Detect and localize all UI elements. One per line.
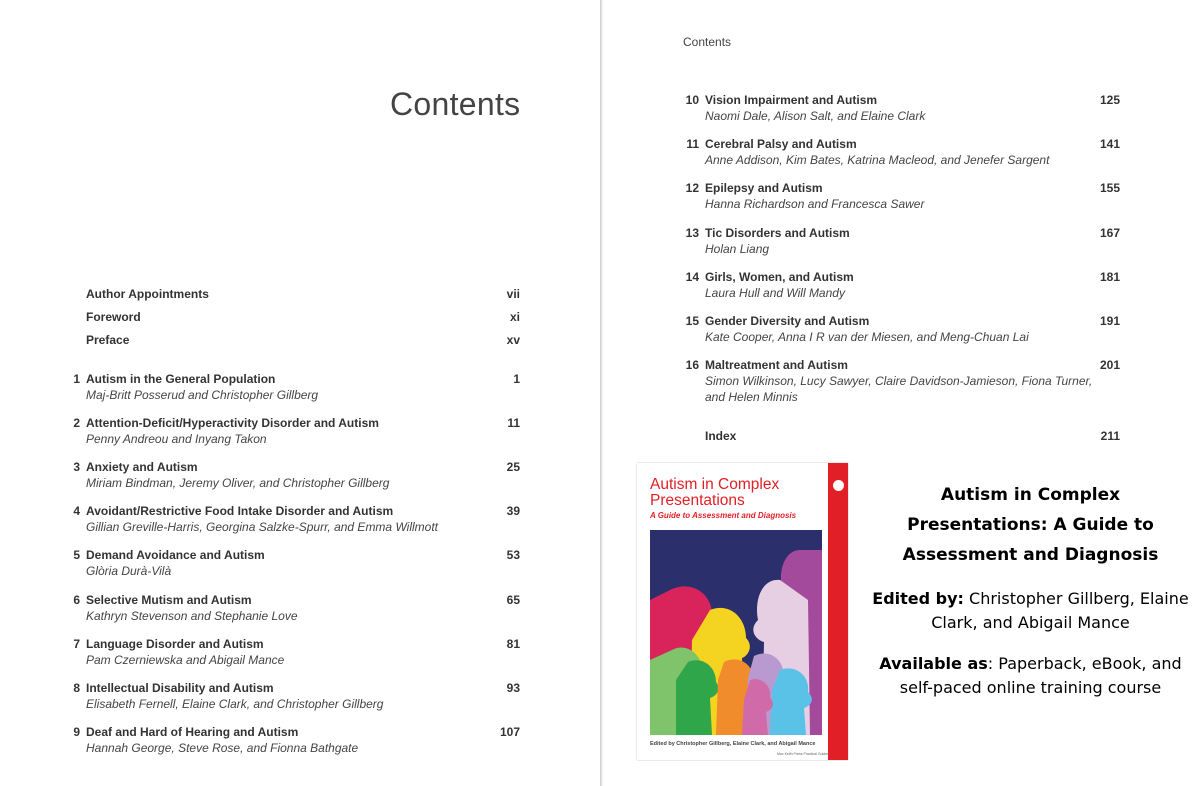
chapter-entry <box>73 372 520 406</box>
chapter-entry <box>683 226 1120 260</box>
front-matter-item <box>86 310 520 326</box>
chapter-number: 8 <box>73 680 80 695</box>
promo-edited-value: Christopher Gillberg, Elaine Clark, and Abigail Mance <box>931 589 1189 632</box>
chapter-page: 125 <box>1099 93 1120 107</box>
silhouettes-illustration <box>650 530 822 735</box>
chapter-authors: Penny Andreou and Inyang Takon <box>86 432 267 447</box>
chapter-entry <box>73 504 520 538</box>
promo-availability <box>868 652 1193 700</box>
chapter-authors: Pam Czerniewska and Abigail Mance <box>86 652 285 667</box>
chapter-authors: Glòria Durà-Vilà <box>86 564 172 579</box>
chapter-page: 155 <box>1099 181 1120 196</box>
promo-edited-label: Edited by: <box>872 589 964 608</box>
chapter-entry <box>683 270 1120 304</box>
chapter-number: 15 <box>685 314 699 328</box>
chapter-page: 167 <box>1099 225 1120 240</box>
promo-title: Autism in Complex Presentations: A Guide to Assessment and Diagnosis <box>902 485 1159 565</box>
front-matter-item <box>86 287 520 303</box>
chapter-page: 191 <box>1099 314 1120 328</box>
chapter-page: 25 <box>506 460 520 475</box>
chapter-number: 5 <box>73 548 80 563</box>
chapter-entry <box>683 358 1120 405</box>
chapter-authors: Maj-Britt Posserud and Christopher Gillberg <box>86 388 319 402</box>
chapter-entry <box>73 637 520 671</box>
chapter-title: Deaf and Hard of Hearing and Autism <box>86 724 299 739</box>
chapter-number: 4 <box>73 504 80 519</box>
cover-series: Mac Keith Press Practical Guides <box>777 752 829 756</box>
chapter-authors: Kate Cooper, Anna I R van der Miesen, and Meng-Chuan Lai <box>705 330 1029 344</box>
chapter-page: 53 <box>506 548 520 563</box>
cover-red-band <box>828 463 848 760</box>
cover-artwork <box>650 530 822 735</box>
chapter-authors: Elisabeth Fernell, Elaine Clark, and Christopher Gillberg <box>86 696 384 711</box>
chapter-title: Autism in the General Population <box>86 372 276 386</box>
chapter-authors: Gillian Greville-Harris, Georgina Salzke-Spurr, and Emma Willmott <box>86 520 438 535</box>
chapter-title: Epilepsy and Autism <box>705 181 823 196</box>
chapter-page: 181 <box>1099 269 1120 284</box>
chapter-entry <box>73 593 520 627</box>
cover-title-line1: Autism in Complex <box>650 476 780 493</box>
promo-available-label: Available as <box>879 654 988 673</box>
chapter-entry <box>683 314 1120 348</box>
chapter-page: 65 <box>506 592 520 607</box>
chapter-entry <box>683 181 1120 215</box>
chapter-authors: Laura Hull and Will Mandy <box>705 285 845 300</box>
chapter-title: Attention-Deficit/Hyperactivity Disorder and Autism <box>86 416 379 431</box>
running-head: Contents <box>683 35 732 49</box>
front-matter-title: Foreword <box>86 310 141 324</box>
index-title: Index <box>705 429 737 443</box>
chapter-title: Intellectual Disability and Autism <box>86 680 274 695</box>
promo-available-value: : Paperback, eBook, and self-paced online training course <box>899 654 1182 697</box>
chapter-authors: Simon Wilkinson, Lucy Sawyer, Claire Davidson-Jamieson, Fiona Turner, <box>705 374 1093 389</box>
chapter-page: 201 <box>1099 358 1120 373</box>
chapter-authors: Miriam Bindman, Jeremy Oliver, and Christopher Gillberg <box>86 476 390 491</box>
contents-heading: Contents <box>390 86 521 122</box>
chapter-authors: Kathryn Stevenson and Stephanie Love <box>86 608 298 623</box>
chapter-entry <box>73 548 520 582</box>
chapter-page: 81 <box>506 636 520 651</box>
chapter-number: 11 <box>686 137 699 152</box>
chapter-number: 12 <box>685 181 699 196</box>
chapter-entry <box>683 93 1120 127</box>
front-matter-page: vii <box>506 287 520 301</box>
chapter-title: Selective Mutism and Autism <box>86 592 252 607</box>
cover-subtitle: A Guide to Assessment and Diagnosis <box>650 511 797 520</box>
chapter-title: Girls, Women, and Autism <box>705 269 854 284</box>
chapter-title: Gender Diversity and Autism <box>705 314 870 328</box>
front-matter-page: xv <box>506 333 520 347</box>
promo-editors <box>868 587 1193 635</box>
chapter-authors: Holan Liang <box>705 241 770 256</box>
chapter-authors-line2: and Helen Minnis <box>705 390 798 405</box>
book-promo <box>868 480 1193 700</box>
chapter-title: Avoidant/Restrictive Food Intake Disorder and Autism <box>86 504 394 519</box>
chapter-number: 3 <box>73 460 80 475</box>
chapter-authors: Hannah George, Steve Rose, and Fionna Bathgate <box>86 740 359 755</box>
chapter-page: 11 <box>507 416 520 431</box>
chapter-title: Tic Disorders and Autism <box>705 225 850 240</box>
chapter-entry <box>73 725 520 759</box>
chapter-page: 39 <box>506 504 520 519</box>
chapter-page: 93 <box>506 680 520 695</box>
chapter-number: 16 <box>685 358 699 373</box>
chapter-title: Vision Impairment and Autism <box>705 93 878 107</box>
chapter-page: 1 <box>513 372 520 386</box>
chapter-authors: Anne Addison, Kim Bates, Katrina Macleod, and Jenefer Sargent <box>705 153 1050 168</box>
chapter-entry <box>73 460 520 494</box>
front-matter-item <box>86 333 520 349</box>
chapter-number: 10 <box>685 93 699 107</box>
chapter-authors: Hanna Richardson and Francesca Sawer <box>705 197 925 212</box>
cover-title-line2: Presentations <box>650 492 745 509</box>
front-matter-title: Preface <box>86 333 130 347</box>
chapter-title: Cerebral Palsy and Autism <box>705 137 857 152</box>
chapter-page: 141 <box>1099 137 1120 152</box>
chapter-title: Language Disorder and Autism <box>86 636 264 651</box>
chapter-entry <box>683 137 1120 171</box>
chapter-entry <box>73 681 520 715</box>
chapter-number: 14 <box>685 269 699 284</box>
book-cover <box>637 463 848 760</box>
chapter-title: Maltreatment and Autism <box>705 358 848 373</box>
chapter-number: 2 <box>73 416 80 431</box>
publisher-logo-icon <box>833 480 844 491</box>
chapter-number: 13 <box>685 225 699 240</box>
chapter-entry <box>73 416 520 450</box>
chapter-title: Anxiety and Autism <box>86 460 198 475</box>
chapter-number: 9 <box>73 724 80 739</box>
chapter-number: 7 <box>73 636 80 651</box>
chapter-authors: Naomi Dale, Alison Salt, and Elaine Clark <box>705 109 926 123</box>
cover-title <box>650 477 810 509</box>
chapter-number: 6 <box>73 592 80 607</box>
front-matter-title: Author Appointments <box>86 287 209 301</box>
index-page: 211 <box>1100 429 1120 443</box>
cover-editors: Edited by Christopher Gillberg, Elaine Clark, and Abigail Mance <box>650 741 816 747</box>
chapter-number: 1 <box>73 372 80 386</box>
chapter-title: Demand Avoidance and Autism <box>86 548 265 563</box>
chapter-page: 107 <box>499 724 520 739</box>
front-matter-page: xi <box>509 310 520 324</box>
